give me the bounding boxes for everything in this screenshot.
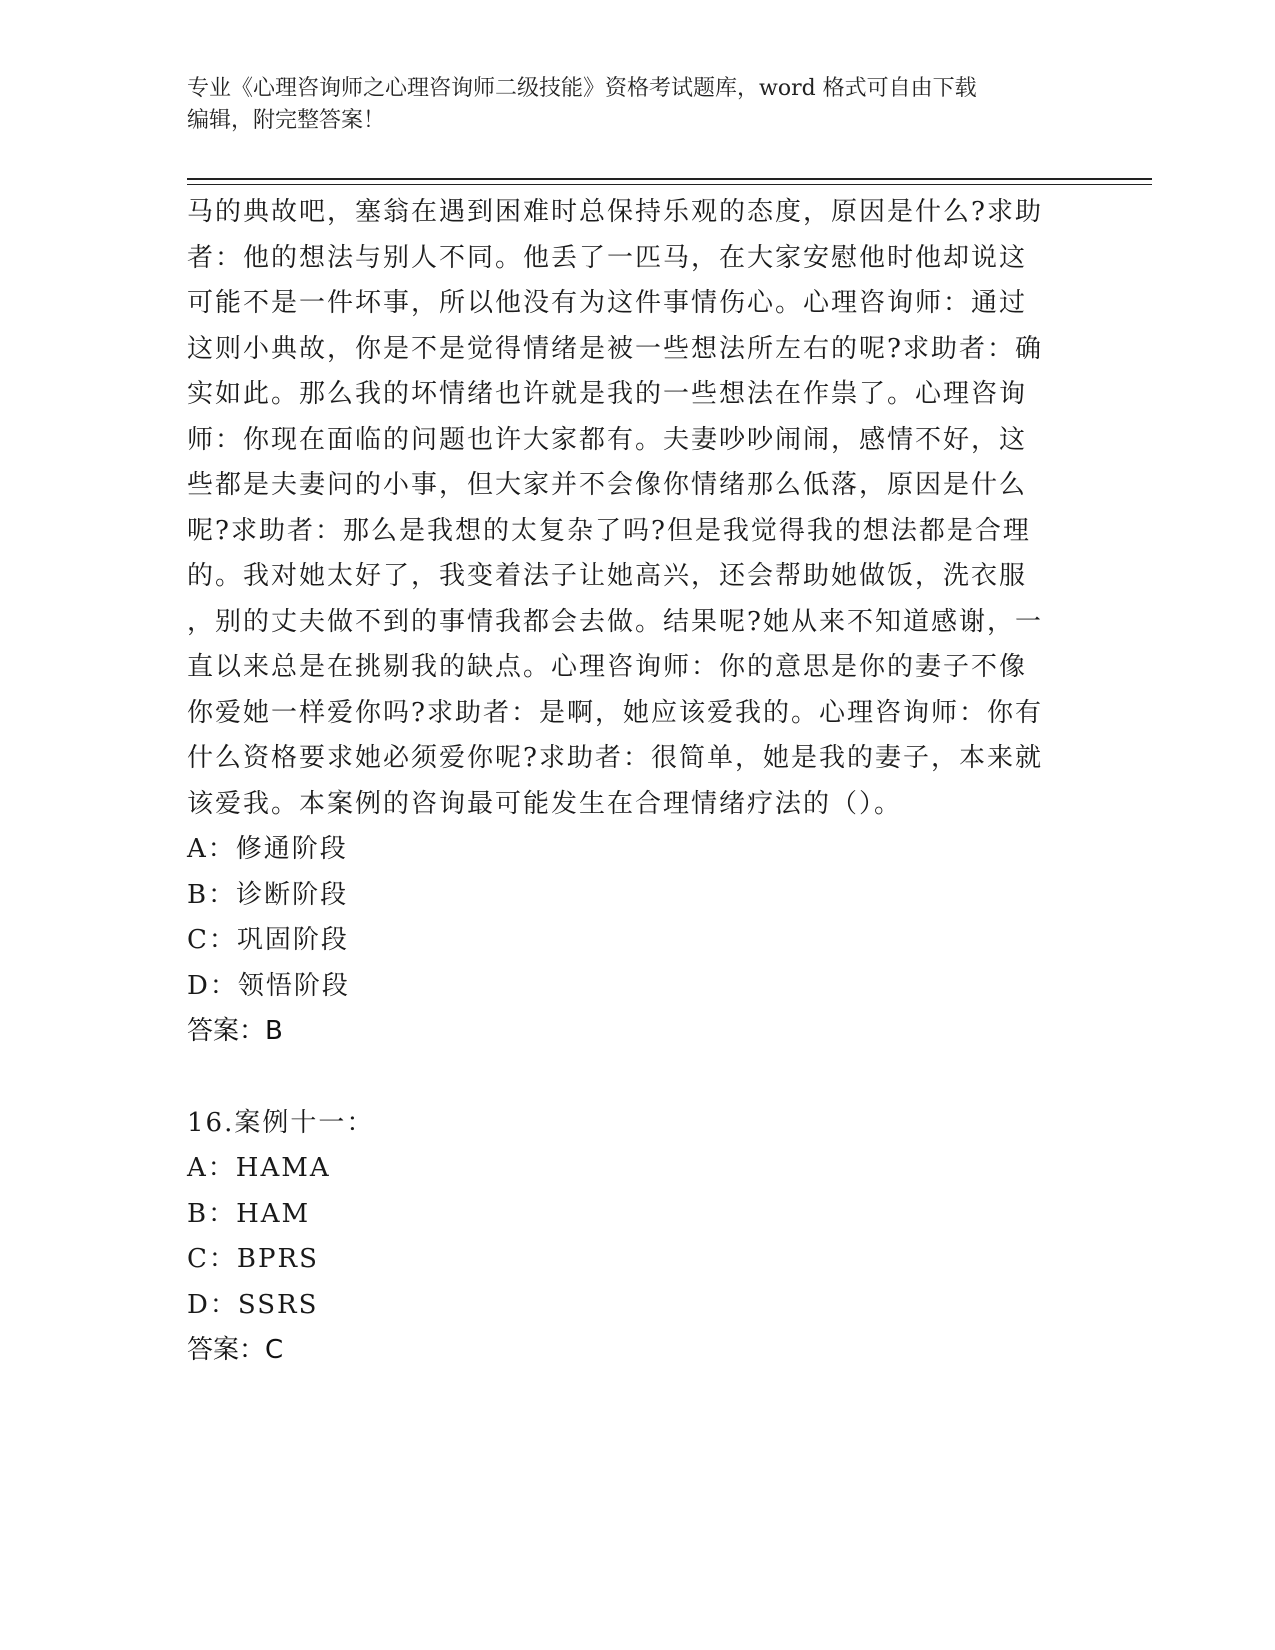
page-header xyxy=(187,73,1087,137)
option-c: C：巩固阶段 xyxy=(187,925,349,955)
question-16 xyxy=(187,1101,1087,1374)
option-d: D：领悟阶段 xyxy=(187,970,350,1001)
header-rule-thin xyxy=(187,184,1152,185)
answer-line: 答案：B xyxy=(187,1016,283,1046)
question-line: 实如此。那么我的坏情绪也许就是我的一些想法在作祟了。心理咨询 xyxy=(187,379,1028,409)
option-a: A：HAMA xyxy=(187,1153,331,1183)
question-line: 你爱她一样爱你吗?求助者：是啊，她应该爱我的。心理咨询师：你有 xyxy=(187,697,1043,728)
question-line: 者：他的想法与别人不同。他丢了一匹马，在大家安慰他时他却说这 xyxy=(187,242,1028,273)
option-c: C：BPRS xyxy=(187,1244,319,1274)
header-rule-thick xyxy=(187,178,1152,180)
question-line: 师：你现在面临的问题也许大家都有。夫妻吵吵闹闹，感情不好，这 xyxy=(187,424,1028,455)
question-line: 这则小典故，你是不是觉得情绪是被一些想法所左右的呢?求助者：确 xyxy=(187,333,1043,364)
question-line: 什么资格要求她必须爱你呢?求助者：很简单，她是我的妻子，本来就 xyxy=(187,743,1043,773)
question-line: 直以来总是在挑剔我的缺点。心理咨询师：你的意思是你的妻子不像 xyxy=(187,652,1028,682)
question-line: 马的典故吧，塞翁在遇到困难时总保持乐观的态度，原因是什么?求助 xyxy=(187,197,1043,227)
option-b: B：诊断阶段 xyxy=(187,879,349,910)
question-line: 呢?求助者：那么是我想的太复杂了吗?但是我觉得我的想法都是合理 xyxy=(187,515,1031,546)
question-title: 16.案例十一： xyxy=(187,1107,375,1138)
option-b: B：HAM xyxy=(187,1198,311,1229)
question-line: ，别的丈夫做不到的事情我都会去做。结果呢?她从来不知道感谢，一 xyxy=(187,606,1043,637)
question-line: 的。我对她太好了，我变着法子让她高兴，还会帮助她做饭，洗衣服 xyxy=(187,561,1028,591)
question-line: 可能不是一件坏事，所以他没有为这件事情伤心。心理咨询师：通过 xyxy=(187,288,1028,318)
question-line: 些都是夫妻问的小事，但大家并不会像你情绪那么低落，原因是什么 xyxy=(187,470,1028,500)
question-spacer xyxy=(187,1055,1087,1101)
question-line: 该爱我。本案例的咨询最可能发生在合理情绪疗法的（）。 xyxy=(187,788,903,819)
question-body xyxy=(187,190,1087,1374)
header-line-1: 专业《心理咨询师之心理咨询师二级技能》资格考试题库，word 格式可自由下载 xyxy=(187,76,977,101)
option-a: A：修通阶段 xyxy=(187,834,348,864)
option-d: D：SSRS xyxy=(187,1289,319,1320)
header-line-2: 编辑，附完整答案！ xyxy=(187,108,386,133)
question-15 xyxy=(187,190,1087,1055)
answer-line: 答案：C xyxy=(187,1335,284,1365)
